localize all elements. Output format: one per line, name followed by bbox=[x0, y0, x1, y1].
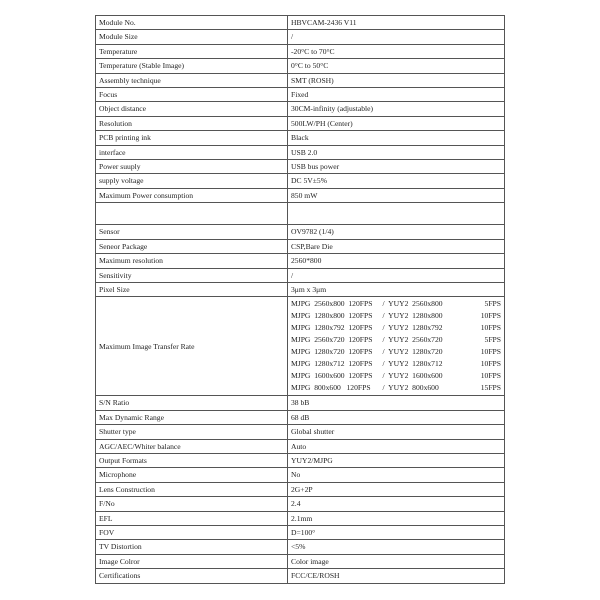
spec-value: / bbox=[288, 30, 505, 44]
transfer-rate-label: Maximum Image Transfer Rate bbox=[96, 297, 288, 396]
rate-yuy2: / YUY2 1280x720 bbox=[382, 347, 443, 357]
spec-value: 30CM-infinity (adjustable) bbox=[288, 102, 505, 116]
spec-label: Module Size bbox=[96, 30, 288, 44]
rate-yuy2: / YUY2 2560x800 bbox=[382, 299, 443, 309]
spec-label: AGC/AEC/Whiter balance bbox=[96, 439, 288, 453]
spec-row bbox=[96, 44, 505, 58]
spec-row bbox=[96, 30, 505, 44]
transfer-rate-line bbox=[291, 334, 501, 346]
spec-label: S/N Ratio bbox=[96, 396, 288, 410]
spec-table-body bbox=[96, 16, 505, 584]
rate-mjpg: MJPG 1280x720 120FPS bbox=[291, 347, 373, 357]
spec-label: Microphone bbox=[96, 468, 288, 482]
spec-label: EFL bbox=[96, 511, 288, 525]
spec-label: PCB printing ink bbox=[96, 131, 288, 145]
spec-row bbox=[96, 468, 505, 482]
transfer-rate-line bbox=[291, 322, 501, 334]
spec-label: Assembly technique bbox=[96, 73, 288, 87]
spec-table bbox=[95, 15, 505, 584]
spec-row bbox=[96, 439, 505, 453]
spec-label: Module No. bbox=[96, 16, 288, 30]
rate-yuy2: / YUY2 1280x800 bbox=[382, 311, 443, 321]
spec-value: HBVCAM-2436 V11 bbox=[288, 16, 505, 30]
spec-label: Image Colror bbox=[96, 554, 288, 568]
spec-label: Sensitivity bbox=[96, 268, 288, 282]
spec-label: Pixel Size bbox=[96, 282, 288, 296]
transfer-rate-values bbox=[288, 297, 505, 396]
rate-fps: 10FPS bbox=[480, 323, 501, 333]
spec-value: 2.4 bbox=[288, 497, 505, 511]
transfer-rate-line bbox=[291, 310, 501, 322]
spec-label: Focus bbox=[96, 88, 288, 102]
spec-row bbox=[96, 497, 505, 511]
spec-row bbox=[96, 569, 505, 583]
spec-label: F/No bbox=[96, 497, 288, 511]
spec-value: 2.1mm bbox=[288, 511, 505, 525]
spec-row bbox=[96, 453, 505, 467]
rate-mjpg: MJPG 1280x800 120FPS bbox=[291, 311, 373, 321]
spec-value: -20°C to 70°C bbox=[288, 44, 505, 58]
spec-value: 2G+2P bbox=[288, 482, 505, 496]
spec-row bbox=[96, 425, 505, 439]
spec-value: FCC/CE/ROSH bbox=[288, 569, 505, 583]
spec-value: 38 bB bbox=[288, 396, 505, 410]
spec-row bbox=[96, 131, 505, 145]
spec-label: Maximum Power consumption bbox=[96, 188, 288, 202]
spec-row bbox=[96, 160, 505, 174]
spec-label: Output Formats bbox=[96, 453, 288, 467]
transfer-rate-line bbox=[291, 382, 501, 394]
spec-label bbox=[96, 203, 288, 225]
spec-row bbox=[96, 145, 505, 159]
spec-value: Color image bbox=[288, 554, 505, 568]
transfer-rate-line bbox=[291, 358, 501, 370]
rate-yuy2: / YUY2 800x600 bbox=[382, 383, 439, 393]
transfer-rate-line bbox=[291, 370, 501, 382]
spec-label: Maximum resolution bbox=[96, 254, 288, 268]
rate-fps: 5FPS bbox=[484, 299, 501, 309]
spec-value: 3μm x 3μm bbox=[288, 282, 505, 296]
spec-value: SMT (ROSH) bbox=[288, 73, 505, 87]
spec-value: Auto bbox=[288, 439, 505, 453]
rate-fps: 10FPS bbox=[480, 371, 501, 381]
spec-label: Temperature bbox=[96, 44, 288, 58]
spec-value: CSP,Bare Die bbox=[288, 239, 505, 253]
spec-row bbox=[96, 116, 505, 130]
spec-label: Shutter type bbox=[96, 425, 288, 439]
spec-row bbox=[96, 174, 505, 188]
spec-value: 68 dB bbox=[288, 410, 505, 424]
spec-label: Lens Construction bbox=[96, 482, 288, 496]
spec-label: Max Dynamic Range bbox=[96, 410, 288, 424]
spec-label: Seneor Package bbox=[96, 239, 288, 253]
spec-row bbox=[96, 410, 505, 424]
spec-label: Sensor bbox=[96, 225, 288, 239]
spec-value: YUY2/MJPG bbox=[288, 453, 505, 467]
rate-mjpg: MJPG 2560x720 120FPS bbox=[291, 335, 373, 345]
rate-mjpg: MJPG 2560x800 120FPS bbox=[291, 299, 373, 309]
rate-fps: 10FPS bbox=[480, 347, 501, 357]
spec-row bbox=[96, 59, 505, 73]
spec-value: USB 2.0 bbox=[288, 145, 505, 159]
spec-value: D=100° bbox=[288, 525, 505, 539]
rate-fps: 15FPS bbox=[480, 383, 501, 393]
spec-row bbox=[96, 203, 505, 225]
transfer-rate-row bbox=[96, 297, 505, 396]
spec-row bbox=[96, 554, 505, 568]
spec-value: USB bus power bbox=[288, 160, 505, 174]
rate-fps: 10FPS bbox=[480, 359, 501, 369]
rate-fps: 5FPS bbox=[484, 335, 501, 345]
spec-label: TV Distortion bbox=[96, 540, 288, 554]
spec-value: Fixed bbox=[288, 88, 505, 102]
spec-row bbox=[96, 88, 505, 102]
spec-row bbox=[96, 525, 505, 539]
spec-row bbox=[96, 16, 505, 30]
rate-mjpg: MJPG 1600x600 120FPS bbox=[291, 371, 373, 381]
spec-value: <5% bbox=[288, 540, 505, 554]
spec-row bbox=[96, 540, 505, 554]
rate-fps: 10FPS bbox=[480, 311, 501, 321]
spec-value: Black bbox=[288, 131, 505, 145]
spec-value: No bbox=[288, 468, 505, 482]
rate-yuy2: / YUY2 1280x712 bbox=[382, 359, 443, 369]
spec-row bbox=[96, 239, 505, 253]
spec-row bbox=[96, 282, 505, 296]
spec-value bbox=[288, 203, 505, 225]
spec-value: Global shutter bbox=[288, 425, 505, 439]
spec-value: OV9782 (1/4) bbox=[288, 225, 505, 239]
spec-row bbox=[96, 268, 505, 282]
spec-row bbox=[96, 225, 505, 239]
spec-row bbox=[96, 73, 505, 87]
spec-row bbox=[96, 188, 505, 202]
rate-yuy2: / YUY2 1600x600 bbox=[382, 371, 443, 381]
spec-value: / bbox=[288, 268, 505, 282]
spec-value: 0°C to 50°C bbox=[288, 59, 505, 73]
rate-yuy2: / YUY2 2560x720 bbox=[382, 335, 443, 345]
spec-row bbox=[96, 396, 505, 410]
spec-row bbox=[96, 482, 505, 496]
spec-row bbox=[96, 102, 505, 116]
spec-value: 500LW/PH (Center) bbox=[288, 116, 505, 130]
spec-value: 2560*800 bbox=[288, 254, 505, 268]
transfer-rate-line bbox=[291, 298, 501, 310]
spec-value: DC 5V±5% bbox=[288, 174, 505, 188]
spec-label: supply voltage bbox=[96, 174, 288, 188]
spec-label: Temperature (Stable Image) bbox=[96, 59, 288, 73]
spec-label: Power suuply bbox=[96, 160, 288, 174]
spec-row bbox=[96, 511, 505, 525]
spec-label: interface bbox=[96, 145, 288, 159]
rate-mjpg: MJPG 800x600 120FPS bbox=[291, 383, 371, 393]
rate-mjpg: MJPG 1280x792 120FPS bbox=[291, 323, 373, 333]
spec-label: FOV bbox=[96, 525, 288, 539]
spec-label: Certifications bbox=[96, 569, 288, 583]
transfer-rate-line bbox=[291, 346, 501, 358]
spec-value: 850 mW bbox=[288, 188, 505, 202]
spec-label: Object distance bbox=[96, 102, 288, 116]
rate-mjpg: MJPG 1280x712 120FPS bbox=[291, 359, 373, 369]
spec-label: Resolution bbox=[96, 116, 288, 130]
rate-yuy2: / YUY2 1280x792 bbox=[382, 323, 443, 333]
spec-row bbox=[96, 254, 505, 268]
